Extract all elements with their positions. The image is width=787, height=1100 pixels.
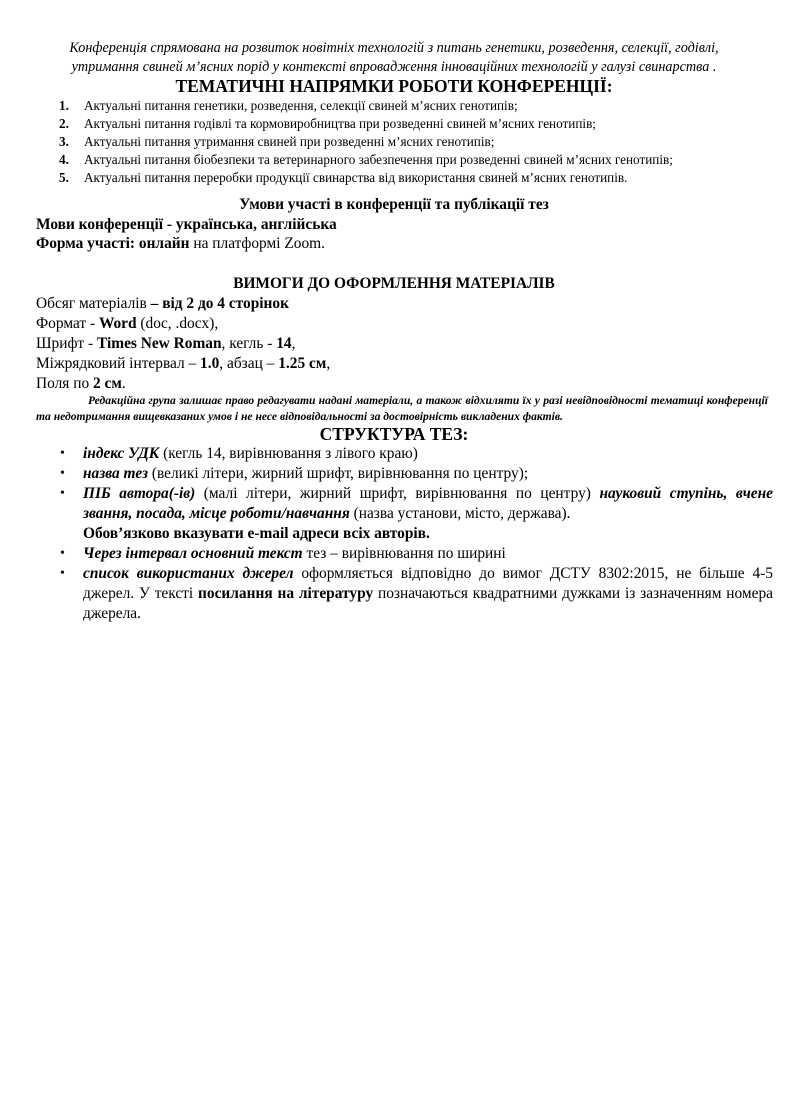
- email-note: Обов’язково вказувати e-mail адреси всіх авторів.: [83, 525, 430, 542]
- directions-list: [48, 97, 758, 187]
- structure-heading: СТРУКТУРА ТЕЗ:: [319, 424, 469, 444]
- list-item: • індекс УДК (кегль 14, вирівнювання з лівого краю): [60, 445, 418, 462]
- item-text: Актуальні питання годівлі та кормовиробництва при розведенні свиней м’ясних генотипів;: [84, 116, 596, 131]
- list-item: • назва тез (великі літери, жирний шрифт, вирівнювання по центру);: [60, 465, 529, 482]
- item-text: Актуальні питання переробки продукції свинарства від використання свиней м’ясних генотипів.: [84, 170, 628, 185]
- margins-line: Поля по 2 см.: [36, 375, 126, 392]
- list-item: [48, 97, 758, 115]
- bullet-icon: •: [60, 546, 65, 561]
- volume-line: Обсяг матеріалів – від 2 до 4 сторінок: [36, 295, 289, 312]
- format-line: Формат - Word (doc, .docx),: [36, 315, 219, 332]
- list-item: [48, 169, 758, 187]
- bullet-icon: •: [60, 466, 65, 481]
- list-item: • ПІБ автора(-ів) (малі літери, жирний шрифт, вирівнювання по центру) науковий ступінь, вчене звання, посада, місце роботи/навчання (назва установи, місто, держава). Обов’язково вказувати e-mail адреси всіх авторів.: [60, 485, 773, 542]
- item-text: Актуальні питання утримання свиней при розведенні м’ясних генотипів;: [84, 134, 495, 149]
- bullet-icon: •: [60, 486, 65, 501]
- item-number: 4.: [59, 152, 69, 167]
- item-number: 5.: [59, 170, 69, 185]
- list-item: [48, 151, 758, 169]
- intro-paragraph: Конференція спрямована на розвиток новітніх технологій з питань генетики, розведення, селекції, годівлі, утримання свиней м’ясних порід у контексті впровадження інноваційних технологій у галузі свинарства .: [69, 40, 719, 75]
- list-item: [48, 133, 758, 151]
- item-number: 3.: [59, 134, 69, 149]
- item-text: Актуальні питання біобезпеки та ветеринарного забезпечення при розведенні свиней м’ясних генотипів;: [84, 152, 673, 167]
- list-item: • Через інтервал основний текст тез – вирівнювання по ширині: [60, 545, 506, 562]
- bullet-icon: •: [60, 446, 65, 461]
- item-text: Актуальні питання генетики, розведення, селекції свиней м’ясних генотипів;: [84, 98, 518, 113]
- spacing-line: Міжрядковий інтервал – 1.0, абзац – 1.25 см,: [36, 355, 331, 372]
- item-number: 1.: [59, 98, 69, 113]
- participation-form: Форма участі: онлайн на платформі Zoom.: [36, 235, 325, 252]
- editorial-note: Редакційна група залишає право редагувати надані матеріали, а також відхиляти їх у разі невідповідності тематиці конференції та недотримання вищевказаних умов і не несе відповідальності за достовірність викладених фактів.: [36, 394, 768, 423]
- conditions-heading: Умови участі в конференції та публікації тез: [239, 196, 549, 213]
- list-item: [48, 115, 758, 133]
- font-line: Шрифт - Times New Roman, кегль - 14,: [36, 335, 296, 352]
- conference-languages: Мови конференції - українська, англійська: [36, 216, 337, 233]
- directions-heading: ТЕМАТИЧНІ НАПРЯМКИ РОБОТИ КОНФЕРЕНЦІЇ:: [175, 76, 613, 96]
- bullet-icon: •: [60, 566, 65, 581]
- item-number: 2.: [59, 116, 69, 131]
- structure-list: [60, 444, 773, 624]
- list-item: • список використаних джерел оформляється відповідно до вимог ДСТУ 8302:2015, не більше 4-5 джерел. У тексті посилання на літературу позначаються квадратними дужками із зазначенням номера джерела.: [60, 565, 773, 622]
- requirements-heading: ВИМОГИ ДО ОФОРМЛЕННЯ МАТЕРІАЛІВ: [233, 275, 555, 292]
